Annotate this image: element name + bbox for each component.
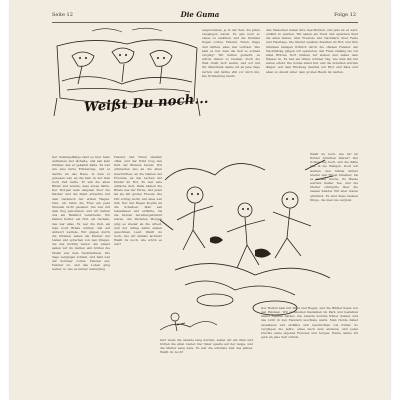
issue-number: Folge 12 — [334, 12, 356, 18]
magazine-page — [10, 0, 390, 400]
small-figure-drawing — [155, 305, 220, 338]
text-column-2b: Und wenn die Abende lang wurden, saßen wir am Ofen und hörten die alten Lieder. Der Vater spielte auf der Geige, und die Mutter sang dazu. Es war die schönste Zeit des Jahres. Weißt du noch? — [160, 338, 253, 355]
text-column-3c: Der Herbst kam mit Wind und Regen, und die Blätter fielen von den Bäumen. Wir sammelten Kastanien im Park und bastelten kleine Figuren daraus. Die Abende wurden früher dunkel, und das Licht in den Fenstern leuchtete warm. Man rückte näher zusammen und erzählte sich Geschichten von früher. So vergingen die Jahre, eines nach dem anderen, und jedes brachte seine eigenen Freuden und Sorgen. Heute denke ich gern an jene Zeit zurück. — [261, 306, 358, 340]
text-column-1b: Fenster und Türen standen offen, und der Wind trug den Duft der Blumen herein. Wir erinnerten uns an die alten Geschichten, an die Namen der Freunde, an das Lachen der Kinder im Hof. Es war eine einfache Zeit. Dann kamen die Briefe aus der Ferne, und jeder las sie mit großer Freude. Die Uhr schlug zwölf, und alles war still. Nur der Regen klopfte an die Scheiben. Man saß beisammen und erzählte, bis die Kerzen heruntergebrannt waren. Am nächsten Morgen ging es wieder an die Arbeit, und der Alltag nahm seinen gewohnten Lauf. Weißt du noch, wie wir damals lachten? Weißt du noch, wie schön es war? — [114, 155, 162, 247]
header-rule — [52, 22, 358, 23]
text-column-2a: ausprobieren, je in der Zeit, die Jahre vergangen waren. Es gab noch so vieles zu erzählen, und die Stunden flogen vorbei. Fenster, Türen, Wege und Gärten, alles war vertraut. Wie kam es nur, dass die Zeit so schnell verging? Wir hatten gedacht, es würde immer so bleiben. Doch die Welt dreht sich weiter, und wir mit ihr. Manchmal denke ich an jene Tage zurück und lächle still vor mich hin. Die Erinnerung bleibt. — [202, 28, 260, 78]
bed-scene-drawing — [52, 26, 202, 144]
text-column-3a: Alle Menschen haben ihre Geschichten, und jede ist es wert, erzählt zu werden. Wir saßen am Tisch und sprachen über die alten Zeiten, über Freunde und Nachbarn, über Feste und Feiertage. Die Kinder spielten draußen im Hof, und ihre Stimmen klangen fröhlich durch die offenen Fenster. Am Nachmittag gingen wir spazieren, den Fluss entlang bis zur alten Brücke. Dort blieben wir stehen und sahen dem Wasser zu. Es war ein stiller, schöner Tag, wie man ihn nur selten erlebt. Die Sonne stand tief, und die Schatten wurden länger. Auf dem Rückweg kauften wir Brot und Käse und aßen zu Abend unter dem großen Baum im Garten. — [266, 28, 358, 74]
text-column-3b: Weißt du noch, wie wir im Winter Schlitten fuhren? Der Schnee lag hoch, und die Kälte biss in die Wangen. Doch wir lachten und fuhren immer wieder den Hügel hinunter, bis es dunkel wurde. Zu Hause wartete heißer Tee, und die Mutter schimpfte über die nassen Kleider. Wir aber waren glücklich. Es sind diese kleinen Dinge, die man nie vergisst. — [310, 152, 358, 202]
article-headline: Weißt Du noch... — [83, 91, 210, 116]
text-column-1: Der Selbstgefällige fand es hier beim Aufstehen und lächelte, und sah kein Zimmer, das er gekannt hatte. Es war wie eine ferne Erinnerung, und er dachte an das Haus, in dem er gewesen war, an die Zeit, in der man noch Zeit hatte. Er sah die alten Bilder und wusste, dass etwas fehlte. Der Morgen kam langsam über die Dächer, und die Stadt erwachte mit dem Geräusch der ersten Wagen. Nun, ich hatte die Frau ein paar Stunden nicht gesehen. Sie war mit dem Zug gekommen, und wir hatten uns am Bahnhof verabredet. Ein kleiner Koffer, ein Hut, ein Lächeln, das war alles. Es war die Zeit, als man noch Briefe schrieb und auf Antwort wartete. Wir gingen durch die Straßen, sahen die Fenster der Läden und sprachen von den Dingen, die uns wichtig waren. Am Abend saßen wir im Garten und hörten die Musik aus dem Nachbarhaus. Die Tage vergingen schnell, und bald war der Sommer vorbei. Fenster auf, Fenster zu, und das Leben ging weiter, so wie es immer weiterging. — [52, 155, 110, 272]
page-number: Seite 12 — [52, 12, 73, 18]
magazine-title: Die Guma — [180, 10, 220, 19]
